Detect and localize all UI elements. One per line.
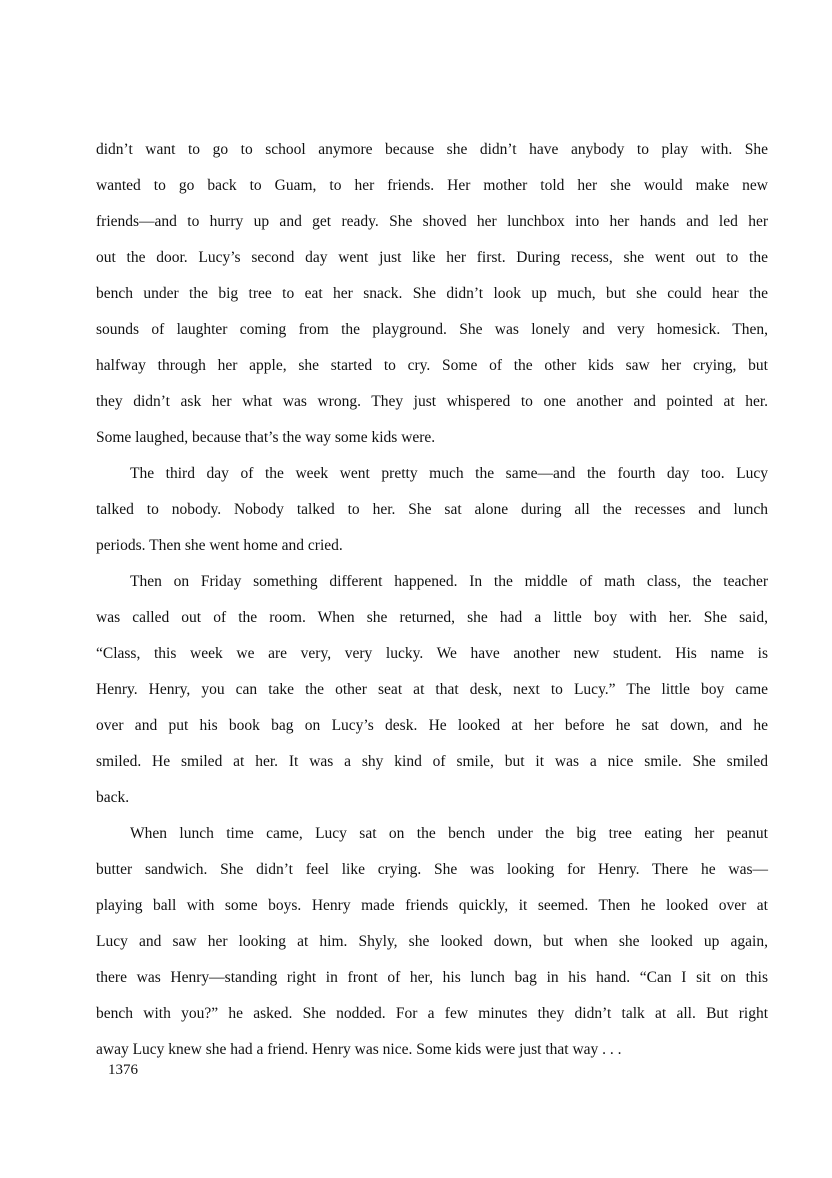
text-line: bench with you?” he asked. She nodded. For a few minutes they didn’t talk at all. But right: [96, 1005, 768, 1022]
text-line: sounds of laughter coming from the playground. She was lonely and very homesick. Then,: [96, 321, 768, 338]
text-line: friends—and to hurry up and get ready. She shoved her lunchbox into her hands and led her: [96, 213, 768, 230]
text-line: Some laughed, because that’s the way some kids were.: [96, 429, 436, 446]
text-line: they didn’t ask her what was wrong. They just whispered to one another and pointed at her.: [96, 393, 768, 410]
text-line: Henry. Henry, you can take the other seat at that desk, next to Lucy.” The little boy came: [96, 681, 768, 698]
text-line: out the door. Lucy’s second day went just like her first. During recess, she went out to the: [96, 249, 768, 266]
text-line: “Class, this week we are very, very lucky. We have another new student. His name is: [96, 645, 768, 662]
text-line: halfway through her apple, she started to cry. Some of the other kids saw her crying, but: [96, 357, 768, 374]
text-line: there was Henry—standing right in front of her, his lunch bag in his hand. “Can I sit on this: [96, 969, 768, 986]
text-line: Lucy and saw her looking at him. Shyly, she looked down, but when she looked up again,: [96, 933, 768, 950]
text-line: talked to nobody. Nobody talked to her. She sat alone during all the recesses and lunch: [96, 501, 768, 518]
text-line: smiled. He smiled at her. It was a shy kind of smile, but it was a nice smile. She smiled: [96, 753, 768, 770]
text-line: wanted to go back to Guam, to her friends. Her mother told her she would make new: [96, 177, 768, 194]
text-line: over and put his book bag on Lucy’s desk. He looked at her before he sat down, and he: [96, 717, 768, 734]
story-text: [96, 132, 768, 1068]
page-number: 1376: [108, 1062, 138, 1078]
text-line: back.: [96, 789, 130, 806]
text-line: butter sandwich. She didn’t feel like crying. She was looking for Henry. There he was—: [96, 861, 768, 878]
text-line: didn’t want to go to school anymore because she didn’t have anybody to play with. She: [96, 141, 768, 158]
text-line: periods. Then she went home and cried.: [96, 537, 343, 554]
text-line: away Lucy knew she had a friend. Henry was nice. Some kids were just that way . . .: [96, 1041, 622, 1058]
text-line: The third day of the week went pretty much the same—and the fourth day too. Lucy: [130, 465, 768, 482]
text-line: When lunch time came, Lucy sat on the bench under the big tree eating her peanut: [130, 825, 768, 842]
text-line: bench under the big tree to eat her snack. She didn’t look up much, but she could hear the: [96, 285, 768, 302]
text-line: was called out of the room. When she returned, she had a little boy with her. She said,: [96, 609, 768, 626]
text-line: playing ball with some boys. Henry made friends quickly, it seemed. Then he looked over at: [96, 897, 768, 914]
text-line: Then on Friday something different happened. In the middle of math class, the teacher: [130, 573, 768, 590]
